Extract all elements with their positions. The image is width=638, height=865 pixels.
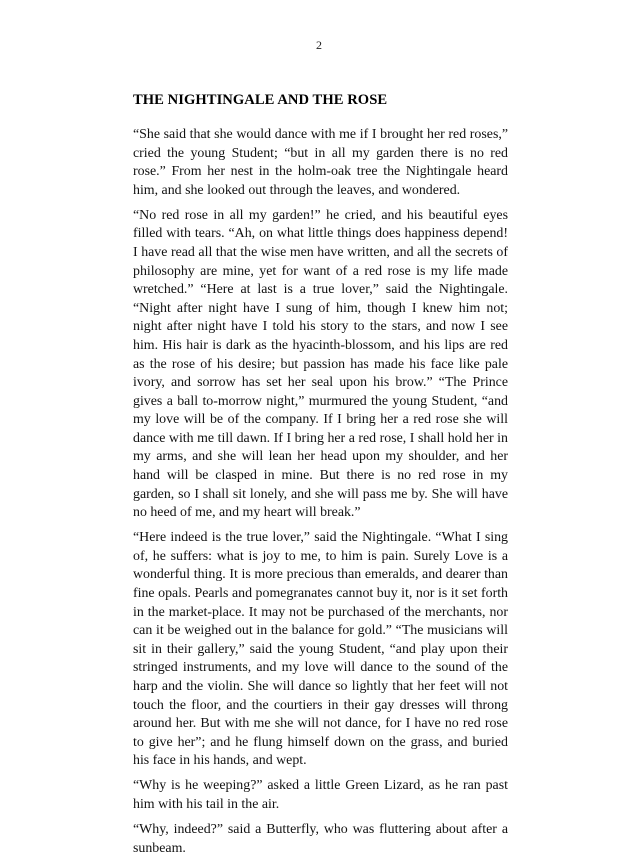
paragraph: “Here indeed is the true lover,” said the Nightingale. “What I sing of, he suffers: what is joy to me, to him is pain. Surely Love is a wonderful thing. It is more precious than emeralds, and dearer than fine opals. Pearls and pomegranates cannot buy it, nor is it set forth in the market-place. It may not be purchased of the merchants, nor can it be weighed out in the balance for gold.” “The musicians will sit in their gallery,” said the young Student, “and play upon their stringed instruments, and my love will dance to the sound of the harp and the violin. She will dance so lightly that her feet will not touch the floor, and the courtiers in their gay dresses will throng around her. But with me she will not dance, for I have no red rose to give her”; and he flung himself down on the grass, and buried his face in his hands, and wept. — [133, 530, 508, 769]
chapter-title: THE NIGHTINGALE AND THE ROSE — [133, 92, 388, 108]
paragraph: “No red rose in all my garden!” he cried, and his beautiful eyes filled with tears. “Ah, on what little things does happiness depend! I have read all that the wise men have written, and all the secrets of philosophy are mine, yet for want of a red rose is my life made wretched.” “Here at last is a true lover,” said the Nightingale. “Night after night have I sung of him, though I knew him not; night after night have I told his story to the stars, and now I see him. His hair is dark as the hyacinth-blossom, and his lips are red as the rose of his desire; but passion has made his face like pale ivory, and sorrow has set her seal upon his brow.” “The Prince gives a ball to-morrow night,” murmured the young Student, “and my love will be of the company. If I bring her a red rose she will dance with me till dawn. If I bring her a red rose, I shall hold her in my arms, and she will lean her head upon my shoulder, and her hand will be clasped in mine. But there is no red rose in my garden, so I shall sit lonely, and she will pass me by. She will have no heed of me, and my heart will break.” — [133, 207, 508, 521]
paragraph: “Why is he weeping?” asked a little Green Lizard, as he ran past him with his tail in the air. — [133, 778, 508, 812]
body-text — [133, 126, 508, 865]
paragraph: “She said that she would dance with me if I brought her red roses,” cried the young Student; “but in all my garden there is no red rose.” From her nest in the holm-oak tree the Nightingale heard him, and she looked out through the leaves, and wondered. — [133, 127, 508, 198]
page-number: 2 — [316, 38, 322, 52]
paragraph: “Why, indeed?” said a Butterfly, who was fluttering about after a sunbeam. — [133, 821, 508, 856]
